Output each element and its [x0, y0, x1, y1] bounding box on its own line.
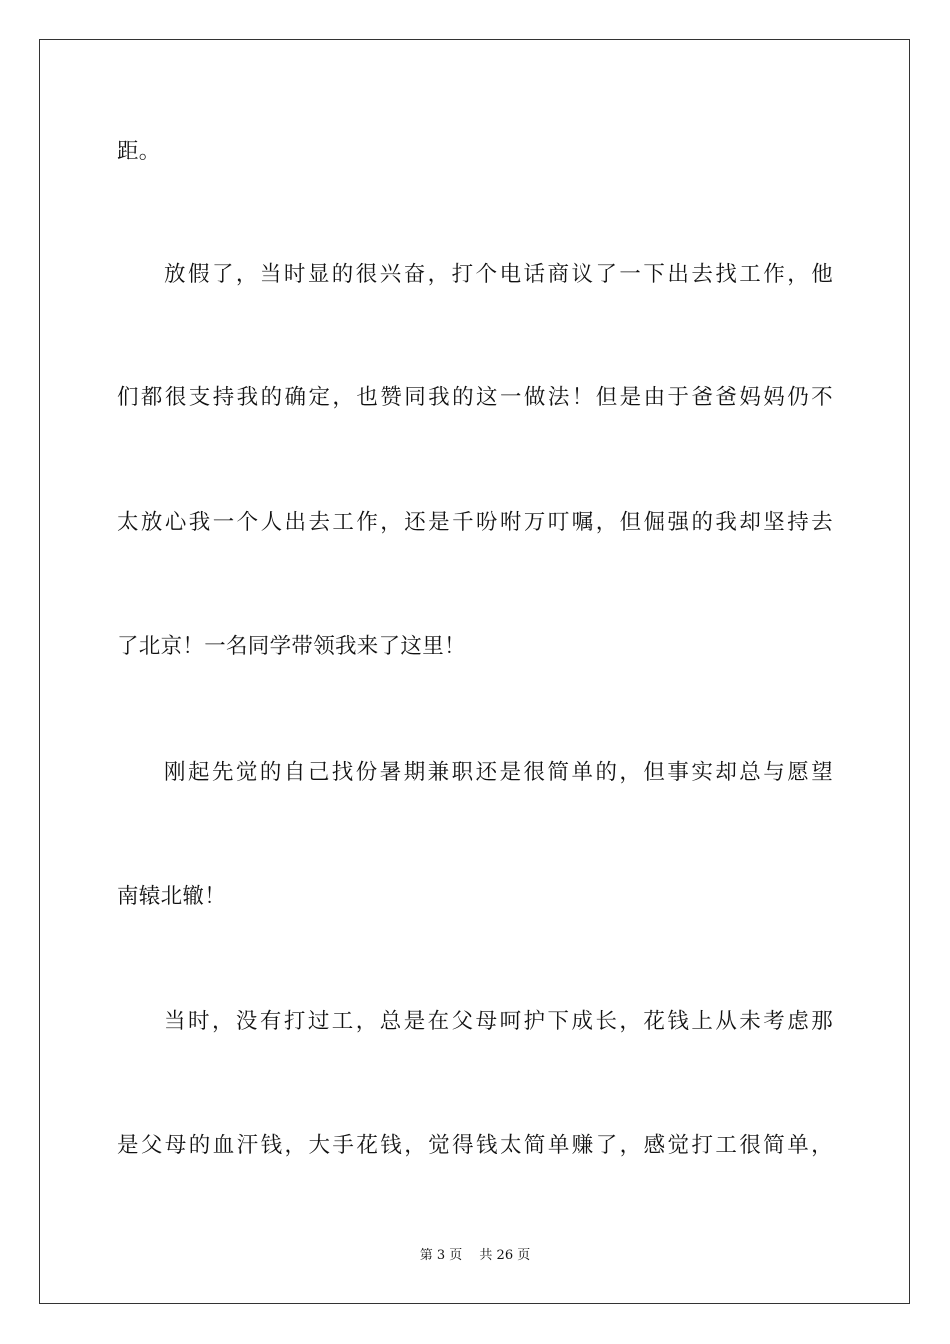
- body-text-line: 了北京！一名同学带领我来了这里！: [117, 634, 466, 659]
- body-text-line: 南辕北辙！: [117, 884, 227, 909]
- body-text-line: 当时，没有打过工，总是在父母呵护下成长，花钱上从未考虑那: [164, 1009, 833, 1034]
- body-text-line: 们都很支持我的确定，也赞同我的这一做法！但是由于爸爸妈妈仍不: [117, 385, 833, 410]
- body-text-line: 放假了，当时显的很兴奋，打个电话商议了一下出去找工作，他: [164, 262, 833, 287]
- body-text-line: 距。: [117, 139, 161, 164]
- body-text-line: 是父母的血汗钱，大手花钱，觉得钱太简单赚了，感觉打工很简单，: [117, 1133, 833, 1158]
- body-text-line: 太放心我一个人出去工作，还是千吩咐万叮嘱，但倔强的我却坚持去: [117, 510, 833, 535]
- page-border: [39, 39, 910, 1304]
- body-text-line: 刚起先觉的自己找份暑期兼职还是很简单的，但事实却总与愿望: [164, 760, 833, 785]
- page-number-footer: 第 3 页 共 26 页: [419, 1248, 531, 1263]
